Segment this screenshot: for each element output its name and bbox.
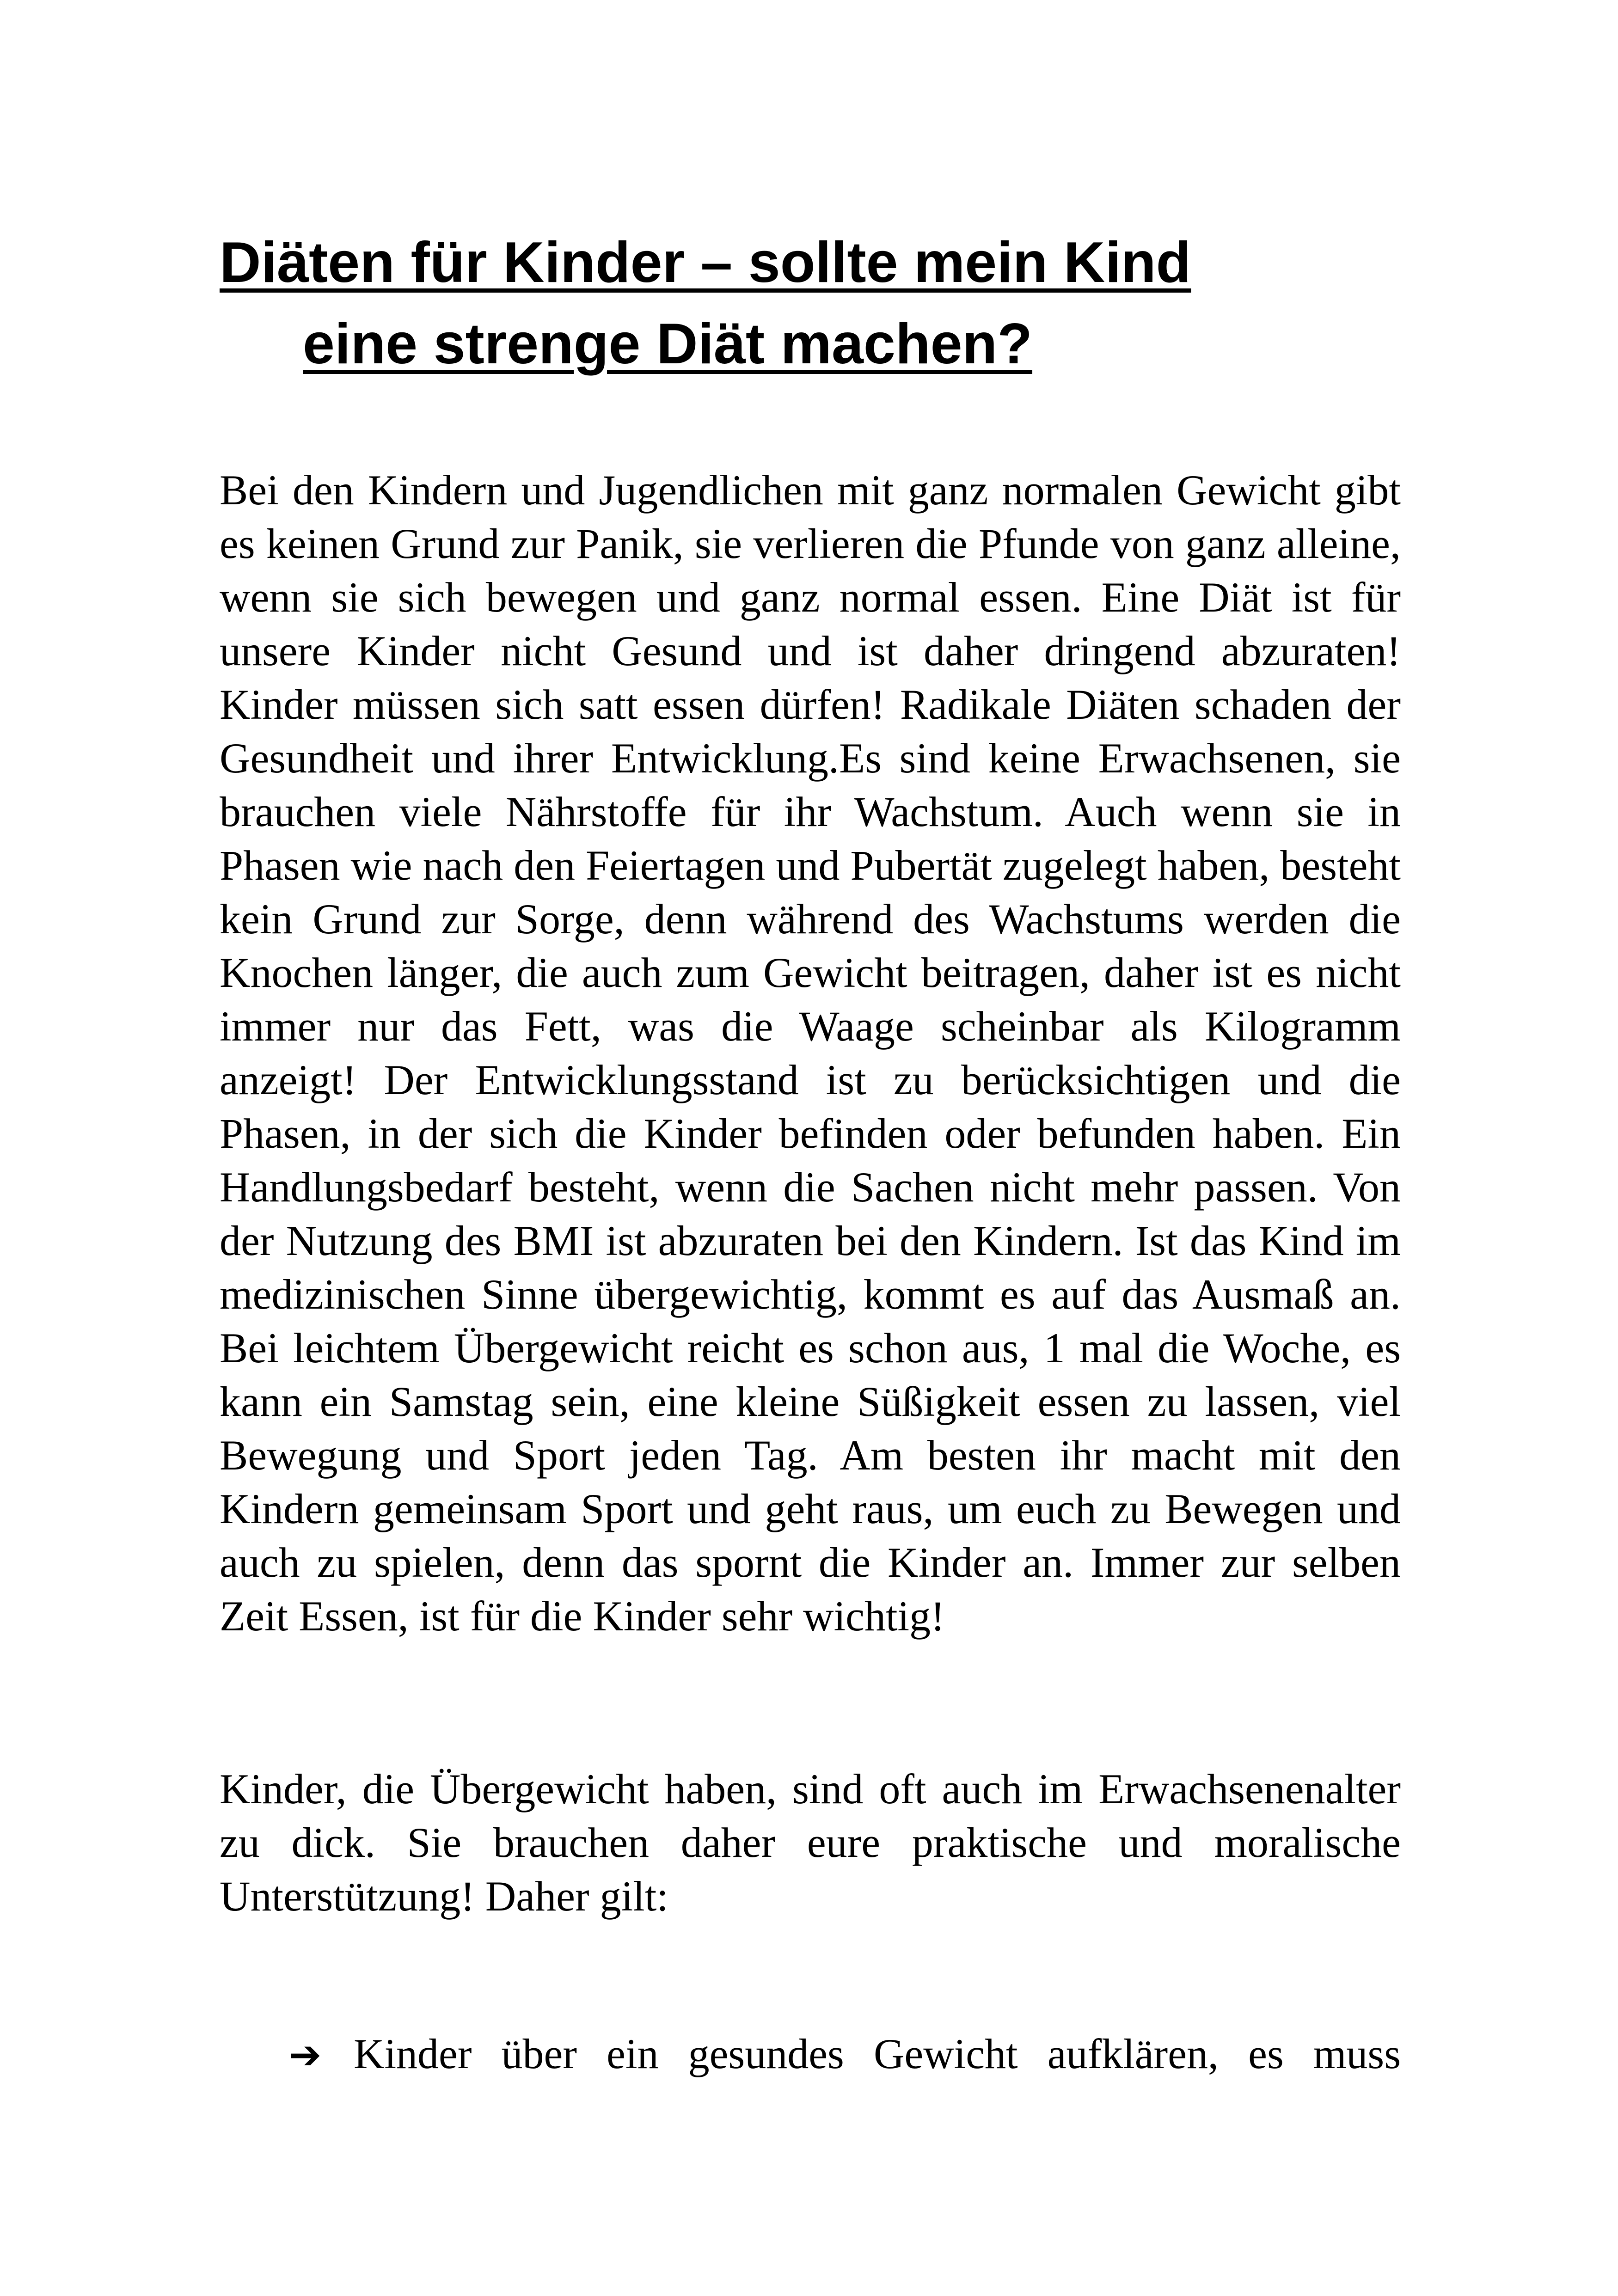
- arrow-right-icon: ➔: [289, 2032, 322, 2077]
- paragraph-intro: Bei den Kindern und Jugendlichen mit ganz normalen Gewicht gibt es keinen Grund zur Panik, sie verlieren die Pfunde von ganz alleine, wenn sie sich bewegen und ganz normal essen. Eine Diät ist für unsere Kinder nicht Gesund und ist daher dringend abzuraten! Kinder müssen sich satt essen dürfen! Radikale Diäten schaden der Gesundheit und ihrer Entwicklung.Es sind keine Erwachsenen, sie brauchen viele Nährstoffe für ihr Wachstum. Auch wenn sie in Phasen wie nach den Feiertagen und Pubertät zugelegt haben, besteht kein Grund zur Sorge, denn während des Wachstums werden die Knochen länger, die auch zum Gewicht beitragen, daher ist es nicht immer nur das Fett, was die Waage scheinbar als Kilogramm anzeigt! Der Entwicklungsstand ist zu berücksichtigen und die Phasen, in der sich die Kinder befinden oder befunden haben. Ein Handlungsbedarf besteht, wenn die Sachen nicht mehr passen. Von der Nutzung des BMI ist abzuraten bei den Kindern. Ist das Kind im medizinischen Sinne übergewichtig, kommt es auf das Ausmaß an. Bei leichtem Übergewicht reicht es schon aus, 1 mal die Woche, es kann ein Samstag sein, eine kleine Süßigkeit essen zu lassen, viel Bewegung und Sport jeden Tag. Am besten ihr macht mit den Kindern gemeinsam Sport und geht raus, um euch zu Bewegen und auch zu spielen, denn das spornt die Kinder an. Immer zur selben Zeit Essen, ist für die Kinder sehr wichtig!: [220, 466, 1401, 1640]
- list-item-text: Kinder über ein gesundes Gewicht aufklären, es muss: [354, 2030, 1401, 2077]
- page-title: [220, 222, 1329, 385]
- title-line-1: Diäten für Kinder – sollte mein Kind: [220, 231, 1191, 294]
- paragraph-overweight: Kinder, die Übergewicht haben, sind oft auch im Erwachsenenalter zu dick. Sie brauchen daher eure praktische und moralische Unterstützung! Daher gilt:: [220, 1765, 1401, 1920]
- list-item: [289, 2027, 1401, 2082]
- title-line-2: eine strenge Diät machen?: [303, 312, 1033, 376]
